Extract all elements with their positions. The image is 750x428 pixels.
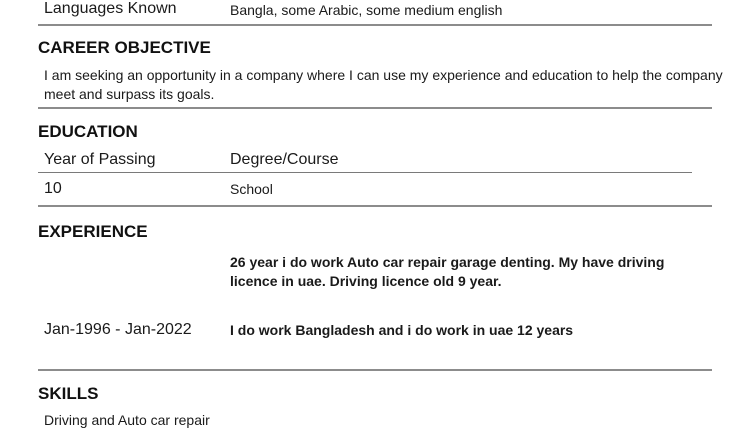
experience-entry-1-description: 26 year i do work Auto car repair garage denting. My have driving licence in uae. Driving licence old 9 year. xyxy=(230,254,665,289)
career-objective-heading: CAREER OBJECTIVE xyxy=(38,38,211,57)
experience-entry-2-description: I do work Bangladesh and i do work in uae 12 years xyxy=(230,322,574,338)
education-row-year: 10 xyxy=(44,180,62,197)
skills-text: Driving and Auto car repair xyxy=(44,412,210,428)
skills-heading: SKILLS xyxy=(38,384,99,403)
divider xyxy=(38,107,712,109)
education-column-degree: Degree/Course xyxy=(230,151,339,168)
languages-label: Languages Known xyxy=(44,0,177,17)
education-header-rule xyxy=(38,172,692,173)
education-heading: EDUCATION xyxy=(38,122,138,141)
languages-value: Bangla, some Arabic, some medium english xyxy=(230,2,503,18)
divider xyxy=(38,369,712,371)
divider xyxy=(38,24,712,26)
education-row-degree: School xyxy=(230,181,273,197)
divider xyxy=(38,205,712,207)
experience-heading: EXPERIENCE xyxy=(38,222,148,241)
education-column-year: Year of Passing xyxy=(44,151,156,168)
career-objective-text: I am seeking an opportunity in a company where I can use my experience and education to help the company meet and surpass its goals. xyxy=(44,67,723,102)
experience-entry-2-period: Jan-1996 - Jan-2022 xyxy=(44,321,192,338)
